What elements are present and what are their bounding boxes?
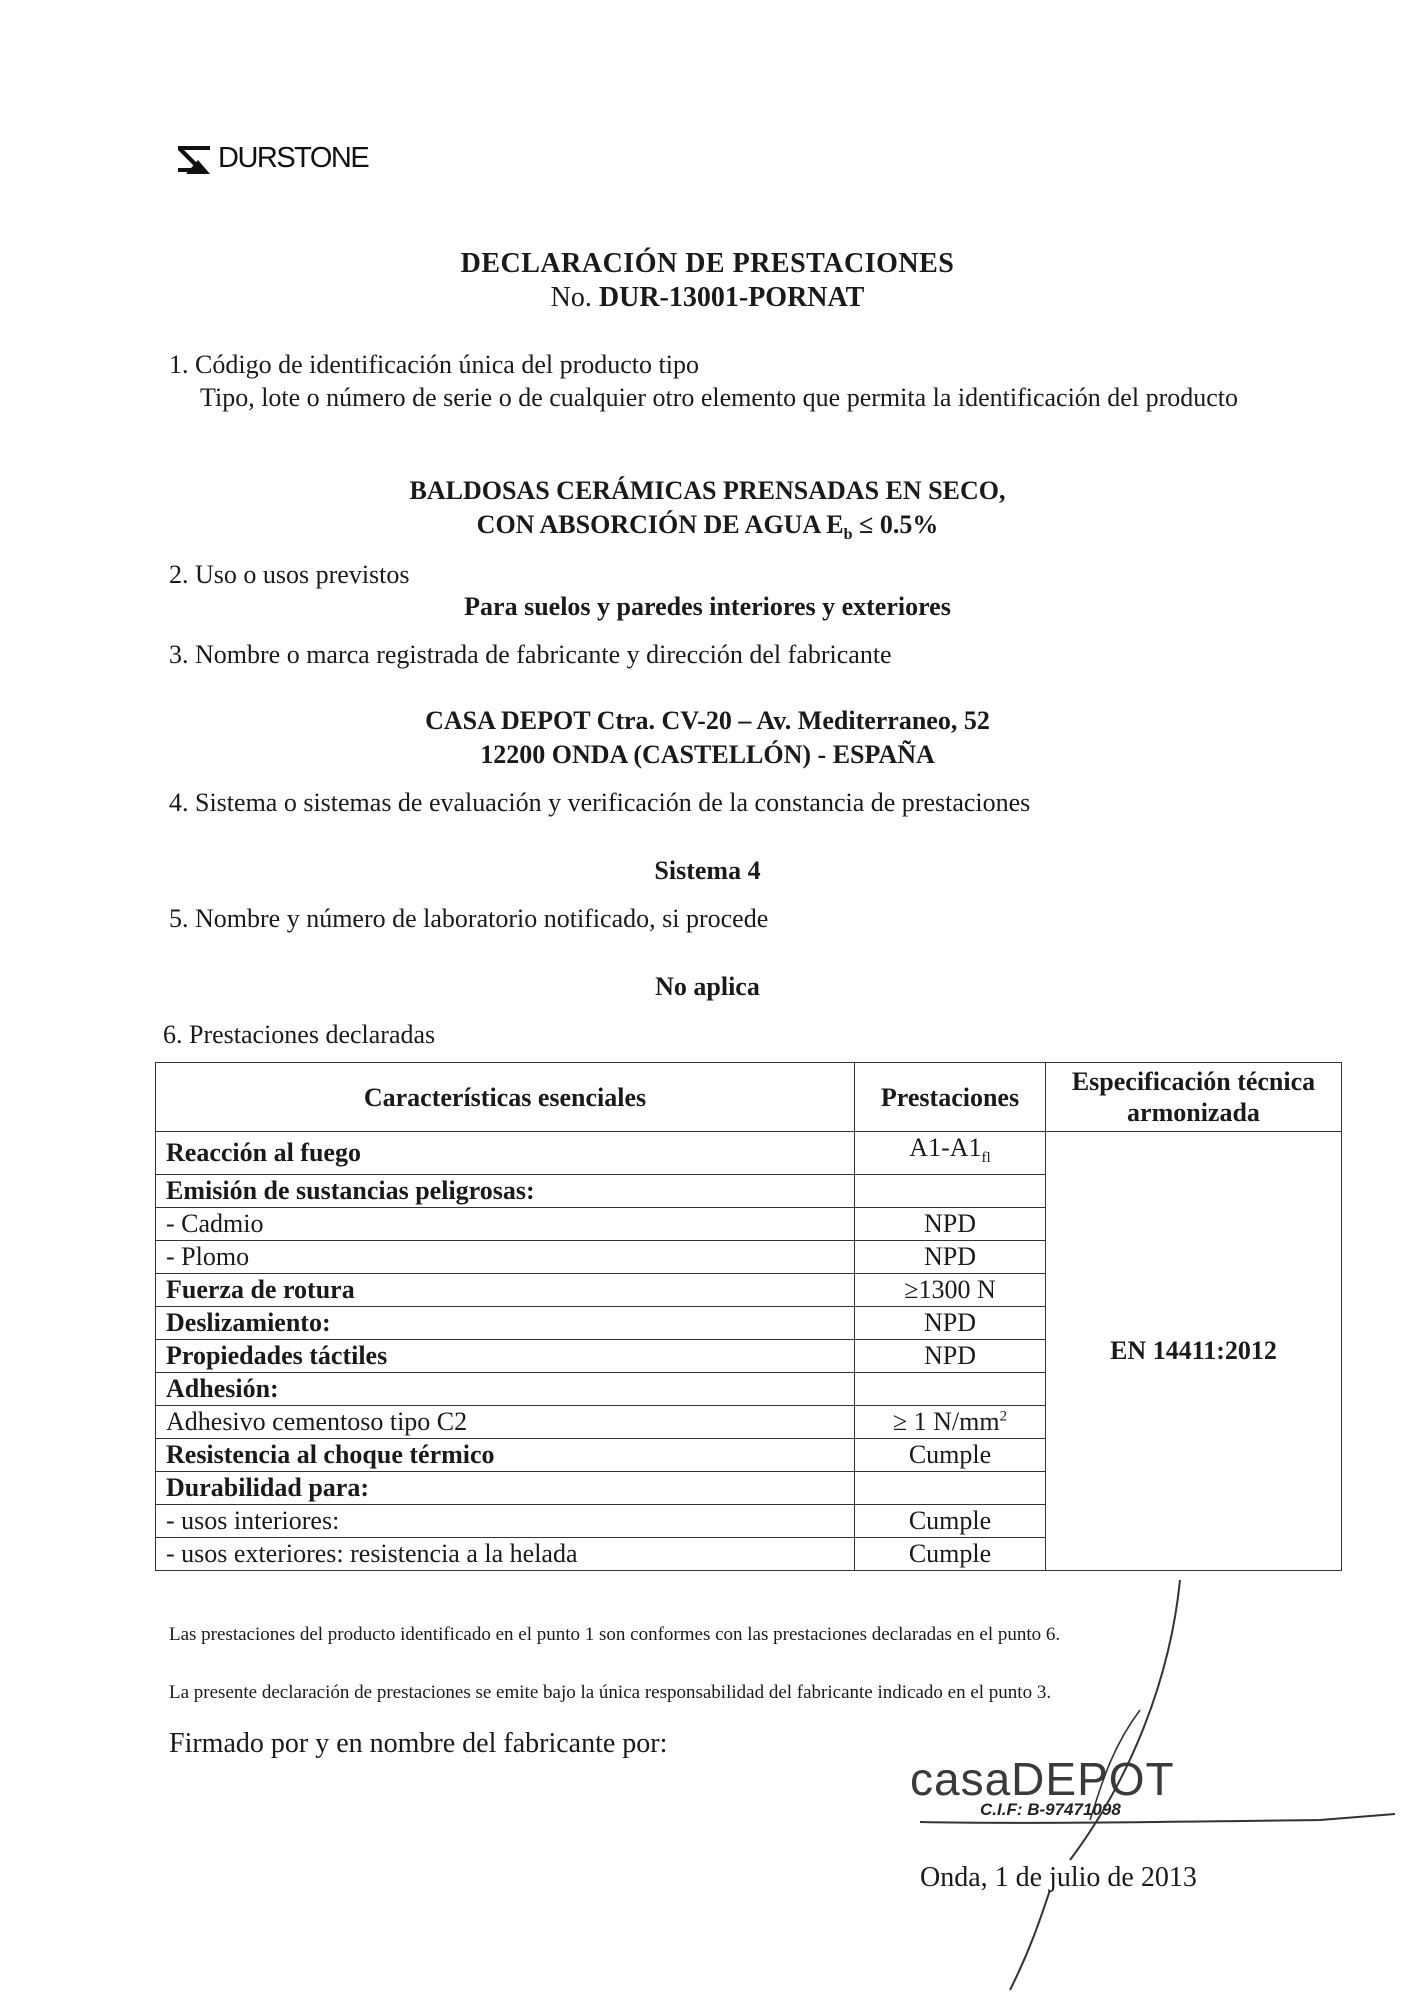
performance-cell: Cumple	[855, 1505, 1046, 1538]
characteristic-cell: Deslizamiento:	[156, 1307, 855, 1340]
performance-cell: Cumple	[855, 1439, 1046, 1472]
performance-cell: ≥ 1 $N/mm^2$	[855, 1406, 1046, 1439]
stamp-cif: C.I.F: B-97471098	[980, 1800, 1121, 1819]
characteristic-cell: Resistencia al choque térmico	[156, 1439, 855, 1472]
conformity-statement: Las prestaciones del producto identificado en el punto 1 son conformes con las prestaciones declaradas en el punto 6.	[169, 1624, 1061, 1645]
document-number-prefix: No.	[550, 282, 592, 313]
performance-cell: NPD	[855, 1307, 1046, 1340]
section-2-heading: 2. Uso o usos previstos	[169, 560, 410, 589]
document-number	[0, 282, 1415, 314]
header-specification: Especificación técnica armonizada	[1046, 1063, 1342, 1132]
performance-cell: NPD	[855, 1208, 1046, 1241]
characteristic-cell: Fuerza de rotura	[156, 1274, 855, 1307]
document-number-value: DUR-13001-PORNAT	[598, 282, 865, 313]
logo-text: DURSTONE	[218, 141, 369, 174]
section-6-heading: 6. Prestaciones declaradas	[163, 1020, 436, 1049]
table-row	[156, 1132, 1342, 1175]
header-characteristics: Características esenciales	[156, 1063, 855, 1132]
manufacturer-address-line1: CASA DEPOT Ctra. CV-20 – Av. Mediterraneo, 52	[425, 706, 990, 735]
performance-cell	[855, 1373, 1046, 1406]
characteristic-cell: - Cadmio	[156, 1208, 855, 1241]
section-5-heading: 5. Nombre y número de laboratorio notificado, si procede	[169, 904, 769, 933]
characteristic-cell: - Plomo	[156, 1241, 855, 1274]
header-performance: Prestaciones	[855, 1063, 1046, 1132]
stamp-company-name: casaDEPOT	[910, 1753, 1175, 1805]
performance-cell: ≥1300 N	[855, 1274, 1046, 1307]
characteristic-cell: Durabilidad para:	[156, 1472, 855, 1505]
performance-cell: Cumple	[855, 1538, 1046, 1571]
signed-by-label: Firmado por y en nombre del fabricante por:	[169, 1728, 668, 1759]
characteristic-cell: Emisión de sustancias peligrosas:	[156, 1175, 855, 1208]
characteristic-cell: Adhesivo cementoso tipo C2	[156, 1406, 855, 1439]
section-3-heading: 3. Nombre o marca registrada de fabricante y dirección del fabricante	[169, 640, 892, 669]
signature-date: Onda, 1 de julio de 2013	[920, 1862, 1197, 1893]
durstone-logo-icon	[176, 140, 212, 176]
performance-cell: $A1-A1_{fl}$	[855, 1132, 1046, 1175]
section-1-subtext: Tipo, lote o número de serie o de cualquier otro elemento que permita la identificación del producto	[200, 383, 1238, 412]
assessment-system: Sistema 4	[654, 856, 761, 885]
specification-cell: EN 14411:2012	[1046, 1132, 1342, 1571]
performance-cell	[855, 1175, 1046, 1208]
performance-cell: NPD	[855, 1241, 1046, 1274]
characteristic-cell: - usos interiores:	[156, 1505, 855, 1538]
characteristic-cell: Adhesión:	[156, 1373, 855, 1406]
document-title: DECLARACIÓN DE PRESTACIONES	[460, 248, 955, 279]
characteristic-cell: Propiedades táctiles	[156, 1340, 855, 1373]
company-logo	[176, 140, 368, 176]
intended-use: Para suelos y paredes interiores y exteriores	[464, 592, 951, 621]
product-description-line1: BALDOSAS CERÁMICAS PRENSADAS EN SECO,	[409, 476, 1006, 505]
product-description-line2: CON ABSORCIÓN DE AGUA $E_b \le 0.5\%$	[476, 510, 939, 544]
manufacturer-address-line2: 12200 ONDA (CASTELLÓN) - ESPAÑA	[480, 740, 935, 769]
notified-laboratory: No aplica	[655, 972, 760, 1001]
section-4-heading: 4. Sistema o sistemas de evaluación y verificación de la constancia de prestaciones	[169, 788, 1031, 817]
performance-cell	[855, 1472, 1046, 1505]
characteristic-cell: - usos exteriores: resistencia a la helada	[156, 1538, 855, 1571]
performance-table-body	[156, 1132, 1342, 1571]
section-1-heading: 1. Código de identificación única del producto tipo	[169, 350, 699, 379]
characteristic-cell: Reacción al fuego	[156, 1132, 855, 1175]
responsibility-statement: La presente declaración de prestaciones se emite bajo la única responsabilidad del fabricante indicado en el punto 3.	[169, 1682, 1052, 1703]
table-header-row	[156, 1063, 1342, 1132]
performance-table	[155, 1062, 1342, 1571]
handwritten-signature	[900, 1560, 1400, 2000]
performance-cell: NPD	[855, 1340, 1046, 1373]
